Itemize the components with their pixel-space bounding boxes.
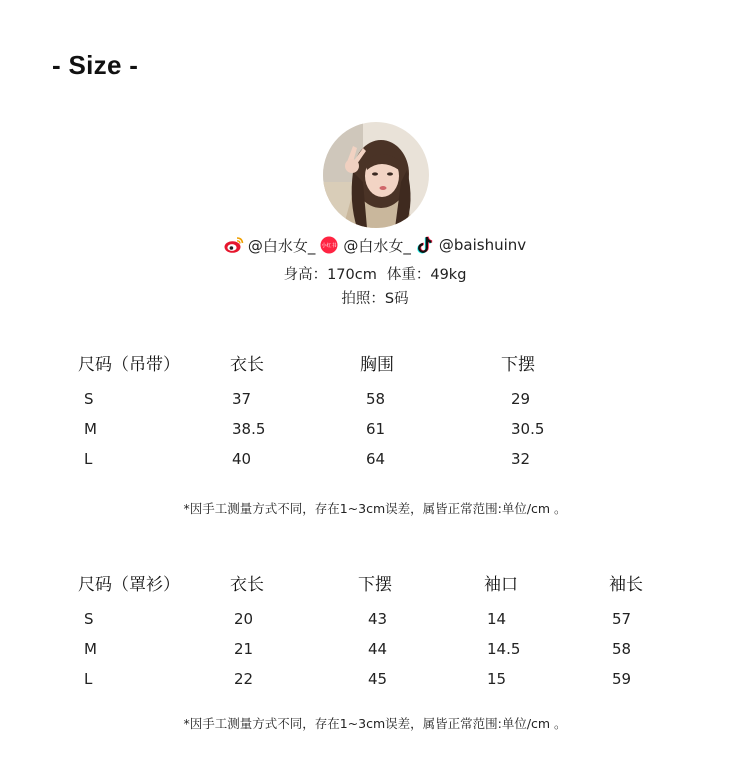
weibo-account[interactable] [224,235,316,256]
tiktok-handle: @baishuinv [438,236,527,254]
table1-cell: 29 [511,390,531,408]
table2-header-size: 尺码（罩衫） [78,575,180,595]
table2-cell: 58 [612,640,632,658]
page-title: - Size - [52,50,139,80]
table2-cell: 59 [612,670,632,688]
table1-cell: 30.5 [511,420,545,438]
table2-cell: 43 [368,610,388,628]
table2-header-hem: 下摆 [358,575,392,595]
table2-note: *因手工测量方式不同，存在1~3cm误差，属皆正常范围:单位/cm 。 [183,716,567,731]
table2-cell: 22 [234,670,254,688]
table2-cell: L [84,670,93,688]
table2-cell: 14.5 [487,640,521,658]
weibo-handle: @白水女_ [247,236,316,255]
table1-cell: 37 [232,390,252,408]
table2-cell: 44 [368,640,388,658]
xiaohongshu-account[interactable] [319,235,411,256]
tiktok-account[interactable] [415,235,526,255]
table1-cell: 61 [366,420,386,438]
table2-cell: 20 [234,610,254,628]
table1-header-length: 衣长 [230,355,264,375]
weibo-icon [224,235,244,255]
table1-cell: 58 [366,390,386,408]
model-wearing-size: 拍照：S码 [341,291,409,307]
model-measurements [0,263,750,284]
xiaohongshu-handle: @白水女_ [343,236,411,255]
table1-cell: L [84,450,93,468]
tiktok-icon [415,235,435,255]
model-weight: 体重：49kg [386,267,467,283]
table2-cell: 57 [612,610,632,628]
table2-cell: M [84,640,97,658]
table2-cell: 15 [487,670,507,688]
table2-header-cuff: 袖口 [484,575,518,595]
xiaohongshu-icon-text: 小红书 [321,243,337,250]
table1-note: *因手工测量方式不同，存在1~3cm误差，属皆正常范围:单位/cm 。 [183,501,567,516]
table2-header-sleeve: 袖长 [609,575,643,595]
table1-cell: 40 [232,450,252,468]
model-avatar [323,122,429,228]
table2-cell: 21 [234,640,254,658]
model-photo [323,122,429,228]
table2-cell: S [84,610,94,628]
table1-cell: 32 [511,450,531,468]
table2-cell: 14 [487,610,507,628]
table1-cell: 64 [366,450,386,468]
table1-cell: 38.5 [232,420,266,438]
table2-header-length: 衣长 [230,575,264,595]
table1-header-size: 尺码（吊带） [78,355,180,375]
social-handles [0,234,750,256]
xiaohongshu-icon [319,235,339,255]
table2-cell: 45 [368,670,388,688]
table1-header-bust: 胸围 [360,355,394,375]
model-height: 身高：170cm [283,267,377,283]
table1-cell: M [84,420,97,438]
table1-cell: S [84,390,94,408]
table1-header-hem: 下摆 [501,355,535,375]
